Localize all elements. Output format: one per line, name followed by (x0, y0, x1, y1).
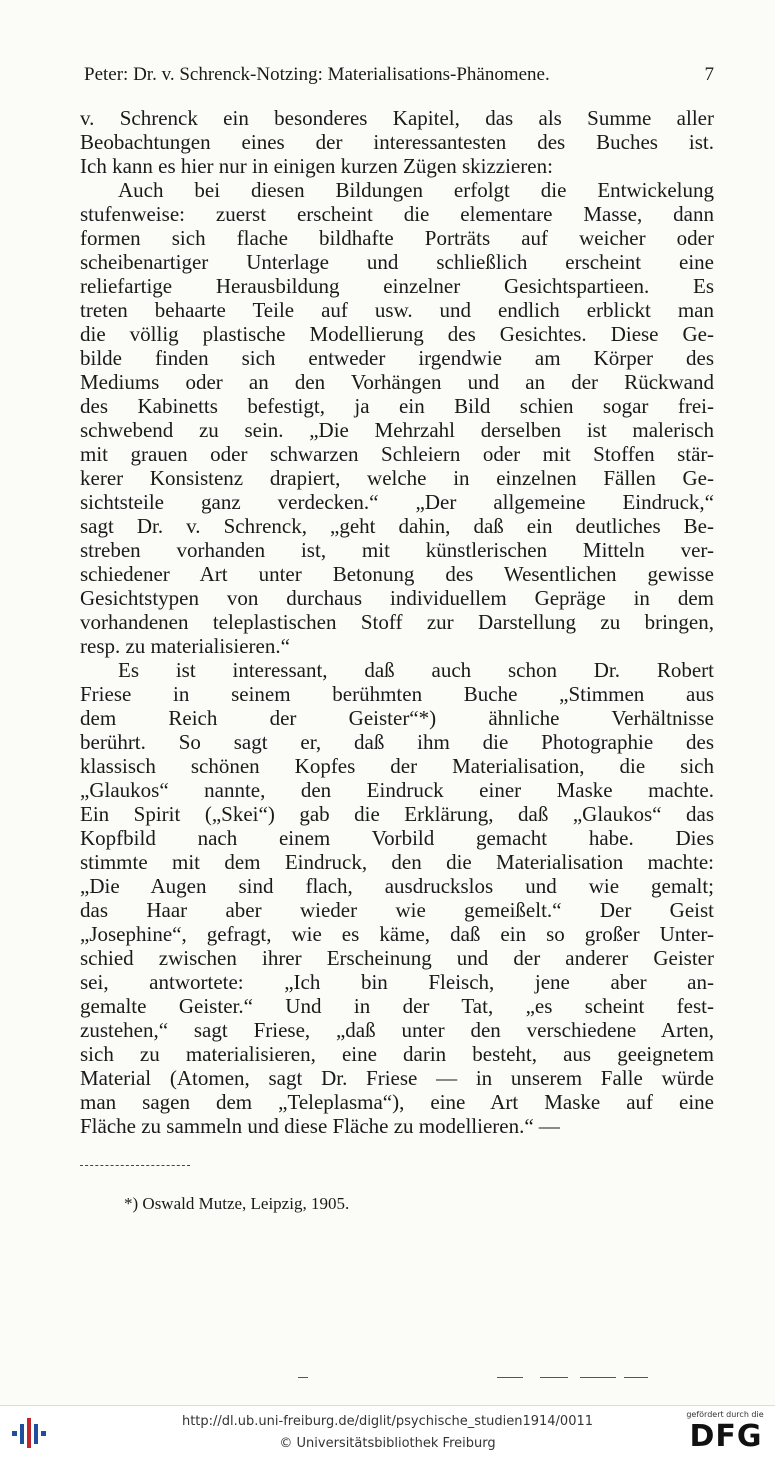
text-line: schiedener Art unter Betonung des Wesentlichen gewisse (80, 562, 714, 586)
text-line: „Josephine“, gefragt, wie es käme, daß ein so großer Unter- (80, 922, 714, 946)
text-line: Ich kann es hier nur in einigen kurzen Zügen skizzieren: (80, 154, 553, 178)
text-line: sei, antwortete: „Ich bin Fleisch, jene aber an- (80, 970, 714, 994)
text-line: vorhandenen teleplastischen Stoff zur Darstellung zu bringen, (80, 610, 714, 634)
copyright-notice: © Universitätsbibliothek Freiburg (279, 1436, 496, 1451)
text-line: zustehen,“ sagt Friese, „daß unter den verschiedene Arten, (80, 1018, 714, 1042)
text-line: mit grauen oder schwarzen Schleiern oder mit Stoffen stär- (80, 442, 714, 466)
text-line: schwebend zu sein. „Die Mehrzahl derselben ist malerisch (80, 418, 714, 442)
scan-mark (540, 1377, 568, 1378)
body-text (80, 106, 714, 1138)
text-line: sagt Dr. v. Schrenck, „geht dahin, daß ein deutliches Be- (80, 514, 714, 538)
text-line: das Haar aber wieder wie gemeißelt.“ Der Geist (80, 898, 714, 922)
text-line: „Glaukos“ nannte, den Eindruck einer Maske machte. (80, 778, 714, 802)
dfg-tagline: gefördert durch die (686, 1410, 764, 1419)
dfg-logo-icon: DFG (689, 1419, 763, 1454)
text-line: treten behaarte Teile auf usw. und endlich erblickt man (80, 298, 714, 322)
text-line: Beobachtungen eines der interessantesten des Buches ist. (80, 130, 714, 154)
text-line: resp. zu materialisieren.“ (80, 634, 290, 658)
running-header (84, 64, 718, 88)
text-line: Gesichtstypen von durchaus individuellem Gepräge in dem (80, 586, 714, 610)
text-line: Auch bei diesen Bildungen erfolgt die Entwickelung (118, 178, 714, 202)
text-line: dem Reich der Geister“*) ähnliche Verhältnisse (80, 706, 714, 730)
text-line: des Kabinetts befestigt, ja ein Bild schien sogar frei- (80, 394, 714, 418)
text-line: berührt. So sagt er, daß ihm die Photographie des (80, 730, 714, 754)
running-title: Peter: Dr. v. Schrenck-Notzing: Materialisations-Phänomene. (84, 64, 550, 85)
text-line: Es ist interessant, daß auch schon Dr. Robert (118, 658, 714, 682)
scan-mark (624, 1377, 648, 1378)
text-line: man sagen dem „Teleplasma“), eine Art Maske auf eine (80, 1090, 714, 1114)
text-line: sich zu materialisieren, eine darin besteht, aus geeignetem (80, 1042, 714, 1066)
text-line: streben vorhanden ist, mit künstlerischen Mitteln ver- (80, 538, 714, 562)
text-line: v. Schrenck ein besonderes Kapitel, das als Summe aller (80, 106, 714, 130)
text-line: klassisch schönen Kopfes der Materialisation, die sich (80, 754, 714, 778)
text-line: bilde finden sich entweder irgendwie am Körper des (80, 346, 714, 370)
text-line: reliefartige Herausbildung einzelner Gesichtspartieen. Es (80, 274, 714, 298)
text-line: gemalte Geister.“ Und in der Tat, „es scheint fest- (80, 994, 714, 1018)
viewer-footer (0, 1405, 775, 1458)
text-line: kerer Konsistenz drapiert, welche in einzelnen Fällen Ge- (80, 466, 714, 490)
text-line: stimmte mit dem Eindruck, den die Materialisation machte: (80, 850, 714, 874)
text-line: die völlig plastische Modellierung des Gesichtes. Diese Ge- (80, 322, 714, 346)
text-line: Friese in seinem berühmten Buche „Stimmen aus (80, 682, 714, 706)
text-line: Material (Atomen, sagt Dr. Friese — in unserem Falle würde (80, 1066, 714, 1090)
text-line: formen sich flache bildhafte Porträts auf weicher oder (80, 226, 714, 250)
footnote: *) Oswald Mutze, Leipzig, 1905. (124, 1194, 350, 1213)
text-line: „Die Augen sind flach, ausdruckslos und wie gemalt; (80, 874, 714, 898)
scan-mark (580, 1377, 616, 1378)
text-line: Fläche zu sammeln und diese Fläche zu modellieren.“ — (80, 1114, 560, 1138)
scan-mark (497, 1377, 523, 1378)
footnote-rule (80, 1165, 190, 1166)
text-line: schied zwischen ihrer Erscheinung und der anderer Geister (80, 946, 714, 970)
scan-mark (298, 1377, 308, 1378)
text-line: Kopfbild nach einem Vorbild gemacht habe. Dies (80, 826, 714, 850)
text-line: scheibenartiger Unterlage und schließlich erscheint eine (80, 250, 714, 274)
text-line: sichtsteile ganz verdecken.“ „Der allgemeine Eindruck,“ (80, 490, 714, 514)
permalink-url[interactable]: http://dl.ub.uni-freiburg.de/diglit/psychische_studien1914/0011 (181, 1414, 594, 1429)
text-line: stufenweise: zuerst erscheint die elementare Masse, dann (80, 202, 714, 226)
page-number: 7 (704, 64, 714, 85)
text-line: Mediums oder an den Vorhängen und an der Rückwand (80, 370, 714, 394)
text-line: Ein Spirit („Skei“) gab die Erklärung, daß „Glaukos“ das (80, 802, 714, 826)
